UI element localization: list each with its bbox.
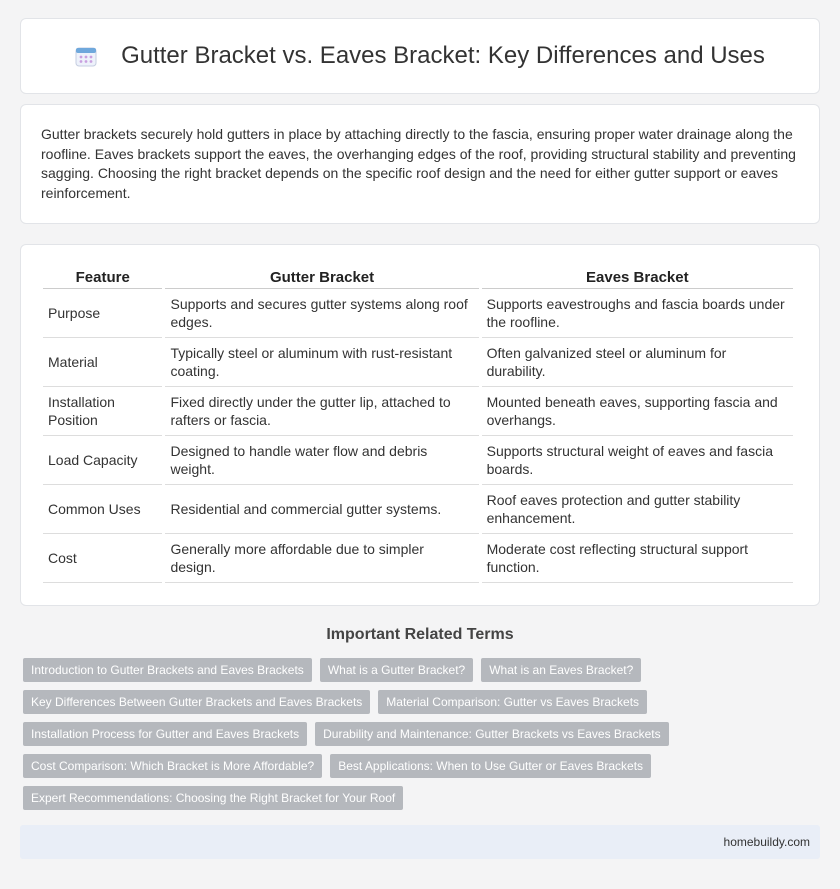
feature-cell: Installation Position — [43, 387, 162, 436]
eaves-cell: Mounted beneath eaves, supporting fascia and overhangs. — [482, 387, 793, 436]
feature-cell: Load Capacity — [43, 436, 162, 485]
related-tag[interactable]: Expert Recommendations: Choosing the Right Bracket for Your Roof — [23, 786, 403, 810]
table-row — [43, 485, 793, 534]
table-header-row — [43, 267, 793, 289]
table-row — [43, 289, 793, 338]
header-card — [20, 18, 820, 94]
related-tag[interactable]: What is a Gutter Bracket? — [320, 658, 473, 682]
table-row — [43, 338, 793, 387]
feature-cell: Common Uses — [43, 485, 162, 534]
feature-cell: Material — [43, 338, 162, 387]
gutter-cell: Fixed directly under the gutter lip, attached to rafters or fascia. — [165, 387, 478, 436]
feature-cell: Cost — [43, 534, 162, 583]
comparison-table — [40, 267, 796, 583]
intro-text: Gutter brackets securely hold gutters in place by attaching directly to the fascia, ensuring proper water drainage along the roofline. Eaves brackets support the eaves, the overhanging edges of the roof, providing structural stability and preventing sagging. Choosing the right bracket depends on the specific roof design and the need for either gutter support or eaves reinforcement. — [41, 126, 796, 201]
related-tag[interactable]: Key Differences Between Gutter Brackets and Eaves Brackets — [23, 690, 370, 714]
related-tag[interactable]: Best Applications: When to Use Gutter or Eaves Brackets — [330, 754, 651, 778]
intro-card — [20, 104, 820, 224]
gutter-cell: Supports and secures gutter systems along roof edges. — [165, 289, 478, 338]
page-title: Gutter Bracket vs. Eaves Bracket: Key Differences and Uses — [121, 42, 765, 69]
related-terms-tags — [23, 658, 813, 818]
related-tag[interactable]: Introduction to Gutter Brackets and Eaves Brackets — [23, 658, 312, 682]
related-tag[interactable]: Installation Process for Gutter and Eaves Brackets — [23, 722, 307, 746]
eaves-cell: Moderate cost reflecting structural support function. — [482, 534, 793, 583]
eaves-cell: Often galvanized steel or aluminum for durability. — [482, 338, 793, 387]
eaves-cell: Supports eavestroughs and fascia boards under the roofline. — [482, 289, 793, 338]
eaves-cell: Supports structural weight of eaves and fascia boards. — [482, 436, 793, 485]
related-tag[interactable]: Cost Comparison: Which Bracket is More Affordable? — [23, 754, 322, 778]
comparison-table-card — [20, 244, 820, 606]
table-row — [43, 534, 793, 583]
table-row — [43, 387, 793, 436]
feature-cell: Purpose — [43, 289, 162, 338]
footer — [20, 825, 820, 859]
gutter-cell: Typically steel or aluminum with rust-resistant coating. — [165, 338, 478, 387]
gutter-cell: Generally more affordable due to simpler design. — [165, 534, 478, 583]
related-tag[interactable]: Material Comparison: Gutter vs Eaves Brackets — [378, 690, 647, 714]
footer-site-link[interactable]: homebuildy.com — [723, 835, 810, 849]
related-terms-title: Important Related Terms — [326, 626, 514, 643]
related-tag[interactable]: Durability and Maintenance: Gutter Brackets vs Eaves Brackets — [315, 722, 668, 746]
gutter-cell: Residential and commercial gutter systems. — [165, 485, 478, 534]
gutter-cell: Designed to handle water flow and debris weight. — [165, 436, 478, 485]
eaves-cell: Roof eaves protection and gutter stability enhancement. — [482, 485, 793, 534]
header-gutter-bracket: Gutter Bracket — [165, 267, 478, 289]
related-tag[interactable]: What is an Eaves Bracket? — [481, 658, 641, 682]
table-row — [43, 436, 793, 485]
header-eaves-bracket: Eaves Bracket — [482, 267, 793, 289]
header-feature: Feature — [43, 267, 162, 289]
calendar-icon — [75, 45, 97, 67]
title-wrap — [75, 42, 765, 70]
